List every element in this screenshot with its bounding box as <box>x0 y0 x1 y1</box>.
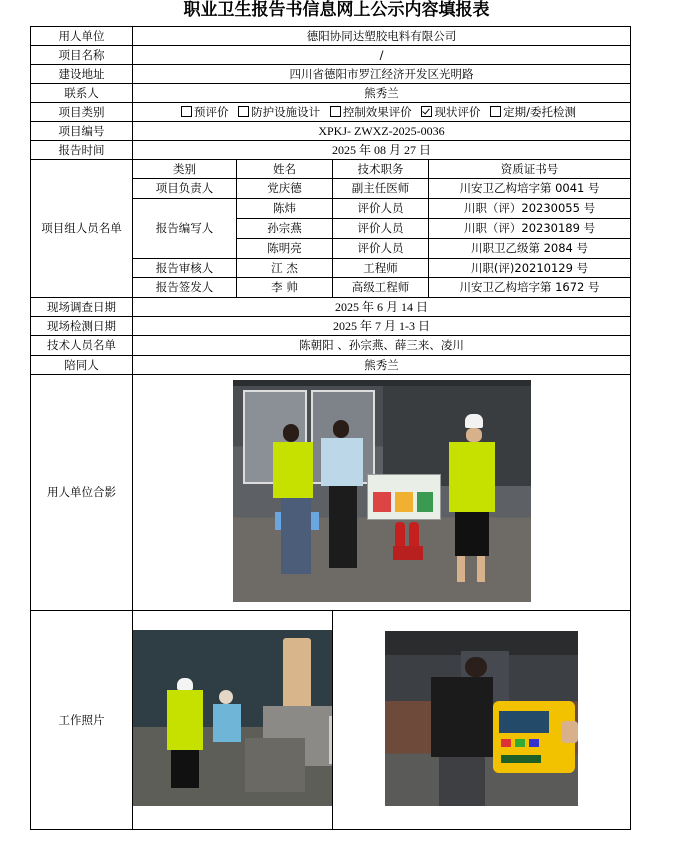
work-photo-cell-2 <box>333 611 631 830</box>
writer-title: 评价人员 <box>333 239 429 259</box>
team-header-name: 姓名 <box>237 160 333 179</box>
team-header-cert: 资质证书号 <box>429 160 631 179</box>
survey-date-label: 现场调查日期 <box>31 298 133 317</box>
checkbox-icon[interactable] <box>181 106 192 117</box>
survey-date-value: 2025 年 6 月 14 日 <box>133 298 631 317</box>
row-address <box>31 65 631 84</box>
companion-label: 陪同人 <box>31 356 133 375</box>
checkbox-icon[interactable] <box>490 106 501 117</box>
leader-cert: 川安卫乙构培字第 0041 号 <box>429 179 631 199</box>
writer-name: 陈明亮 <box>237 239 333 259</box>
technicians-label: 技术人员名单 <box>31 336 133 356</box>
team-header-category: 类别 <box>133 160 237 179</box>
team-header-title: 技术职务 <box>333 160 429 179</box>
option-control-effect: 控制效果评价 <box>342 104 412 119</box>
category-label: 项目类别 <box>31 103 133 122</box>
row-report-time <box>31 141 631 160</box>
row-companion <box>31 356 631 375</box>
leader-category: 项目负责人 <box>133 179 237 199</box>
row-work-photo <box>31 611 631 830</box>
address-value: 四川省德阳市罗江经济开发区光明路 <box>133 65 631 84</box>
writer-cert: 川职（评）20230055 号 <box>429 199 631 219</box>
team-label: 项目组人员名单 <box>31 160 133 298</box>
project-name-label: 项目名称 <box>31 46 133 65</box>
work-photo-cell-1 <box>133 611 333 830</box>
issuer-category: 报告签发人 <box>133 278 237 298</box>
reviewer-title: 工程师 <box>333 259 429 278</box>
page-title: 职业卫生报告书信息网上公示内容填报表 <box>183 0 490 20</box>
issuer-name: 李 帅 <box>237 278 333 298</box>
contact-label: 联系人 <box>31 84 133 103</box>
work-photo-2 <box>385 631 578 806</box>
writer-title: 评价人员 <box>333 219 429 239</box>
row-survey-date <box>31 298 631 317</box>
row-employer <box>31 27 631 46</box>
work-photo-1 <box>133 630 333 806</box>
companion-value: 熊秀兰 <box>133 356 631 375</box>
row-project-name <box>31 46 631 65</box>
test-date-label: 现场检测日期 <box>31 317 133 336</box>
option-protection-design: 防护设施设计 <box>251 104 321 119</box>
employer-label: 用人单位 <box>31 27 133 46</box>
employer-value: 德阳协同达塑胶电料有限公司 <box>133 27 631 46</box>
row-test-date <box>31 317 631 336</box>
reviewer-cert: 川职(评)20210129 号 <box>429 259 631 278</box>
leader-name: 党庆德 <box>237 179 333 199</box>
leader-title: 副主任医师 <box>333 179 429 199</box>
report-time-value: 2025 年 08 月 27 日 <box>133 141 631 160</box>
issuer-title: 高级工程师 <box>333 278 429 298</box>
writers-category: 报告编写人 <box>133 199 237 259</box>
reviewer-category: 报告审核人 <box>133 259 237 278</box>
reviewer-name: 江 杰 <box>237 259 333 278</box>
technicians-value: 陈朝阳 、孙宗燕、薛三来、凌川 <box>133 336 631 356</box>
issuer-cert: 川安卫乙构培字第 1672 号 <box>429 278 631 298</box>
option-status-evaluation: 现状评价 <box>434 104 481 119</box>
project-no-value: XPKJ- ZWXZ-2025-0036 <box>133 122 631 141</box>
writer-cert: 川职（评）20230189 号 <box>429 219 631 239</box>
project-name-value: / <box>133 46 631 65</box>
info-table <box>30 26 631 830</box>
team-header-row <box>31 160 631 179</box>
row-project-no <box>31 122 631 141</box>
checked-checkbox-icon[interactable] <box>421 106 432 117</box>
option-periodic-testing: 定期/委托检测 <box>503 104 576 119</box>
work-photo-label: 工作照片 <box>31 611 133 830</box>
row-technicians <box>31 336 631 356</box>
checkbox-icon[interactable] <box>238 106 249 117</box>
writer-name: 陈炜 <box>237 199 333 219</box>
contact-value: 熊秀兰 <box>133 84 631 103</box>
writer-name: 孙宗燕 <box>237 219 333 239</box>
address-label: 建设地址 <box>31 65 133 84</box>
group-photo <box>233 380 531 602</box>
project-no-label: 项目编号 <box>31 122 133 141</box>
group-photo-label: 用人单位合影 <box>31 375 133 611</box>
row-group-photo <box>31 375 631 611</box>
category-options <box>133 103 631 122</box>
option-pre-evaluation: 预评价 <box>194 104 229 119</box>
writer-title: 评价人员 <box>333 199 429 219</box>
group-photo-cell <box>133 375 631 611</box>
test-date-value: 2025 年 7 月 1-3 日 <box>133 317 631 336</box>
writer-cert: 川职卫乙级第 2084 号 <box>429 239 631 259</box>
row-contact <box>31 84 631 103</box>
report-time-label: 报告时间 <box>31 141 133 160</box>
row-category <box>31 103 631 122</box>
checkbox-icon[interactable] <box>330 106 341 117</box>
